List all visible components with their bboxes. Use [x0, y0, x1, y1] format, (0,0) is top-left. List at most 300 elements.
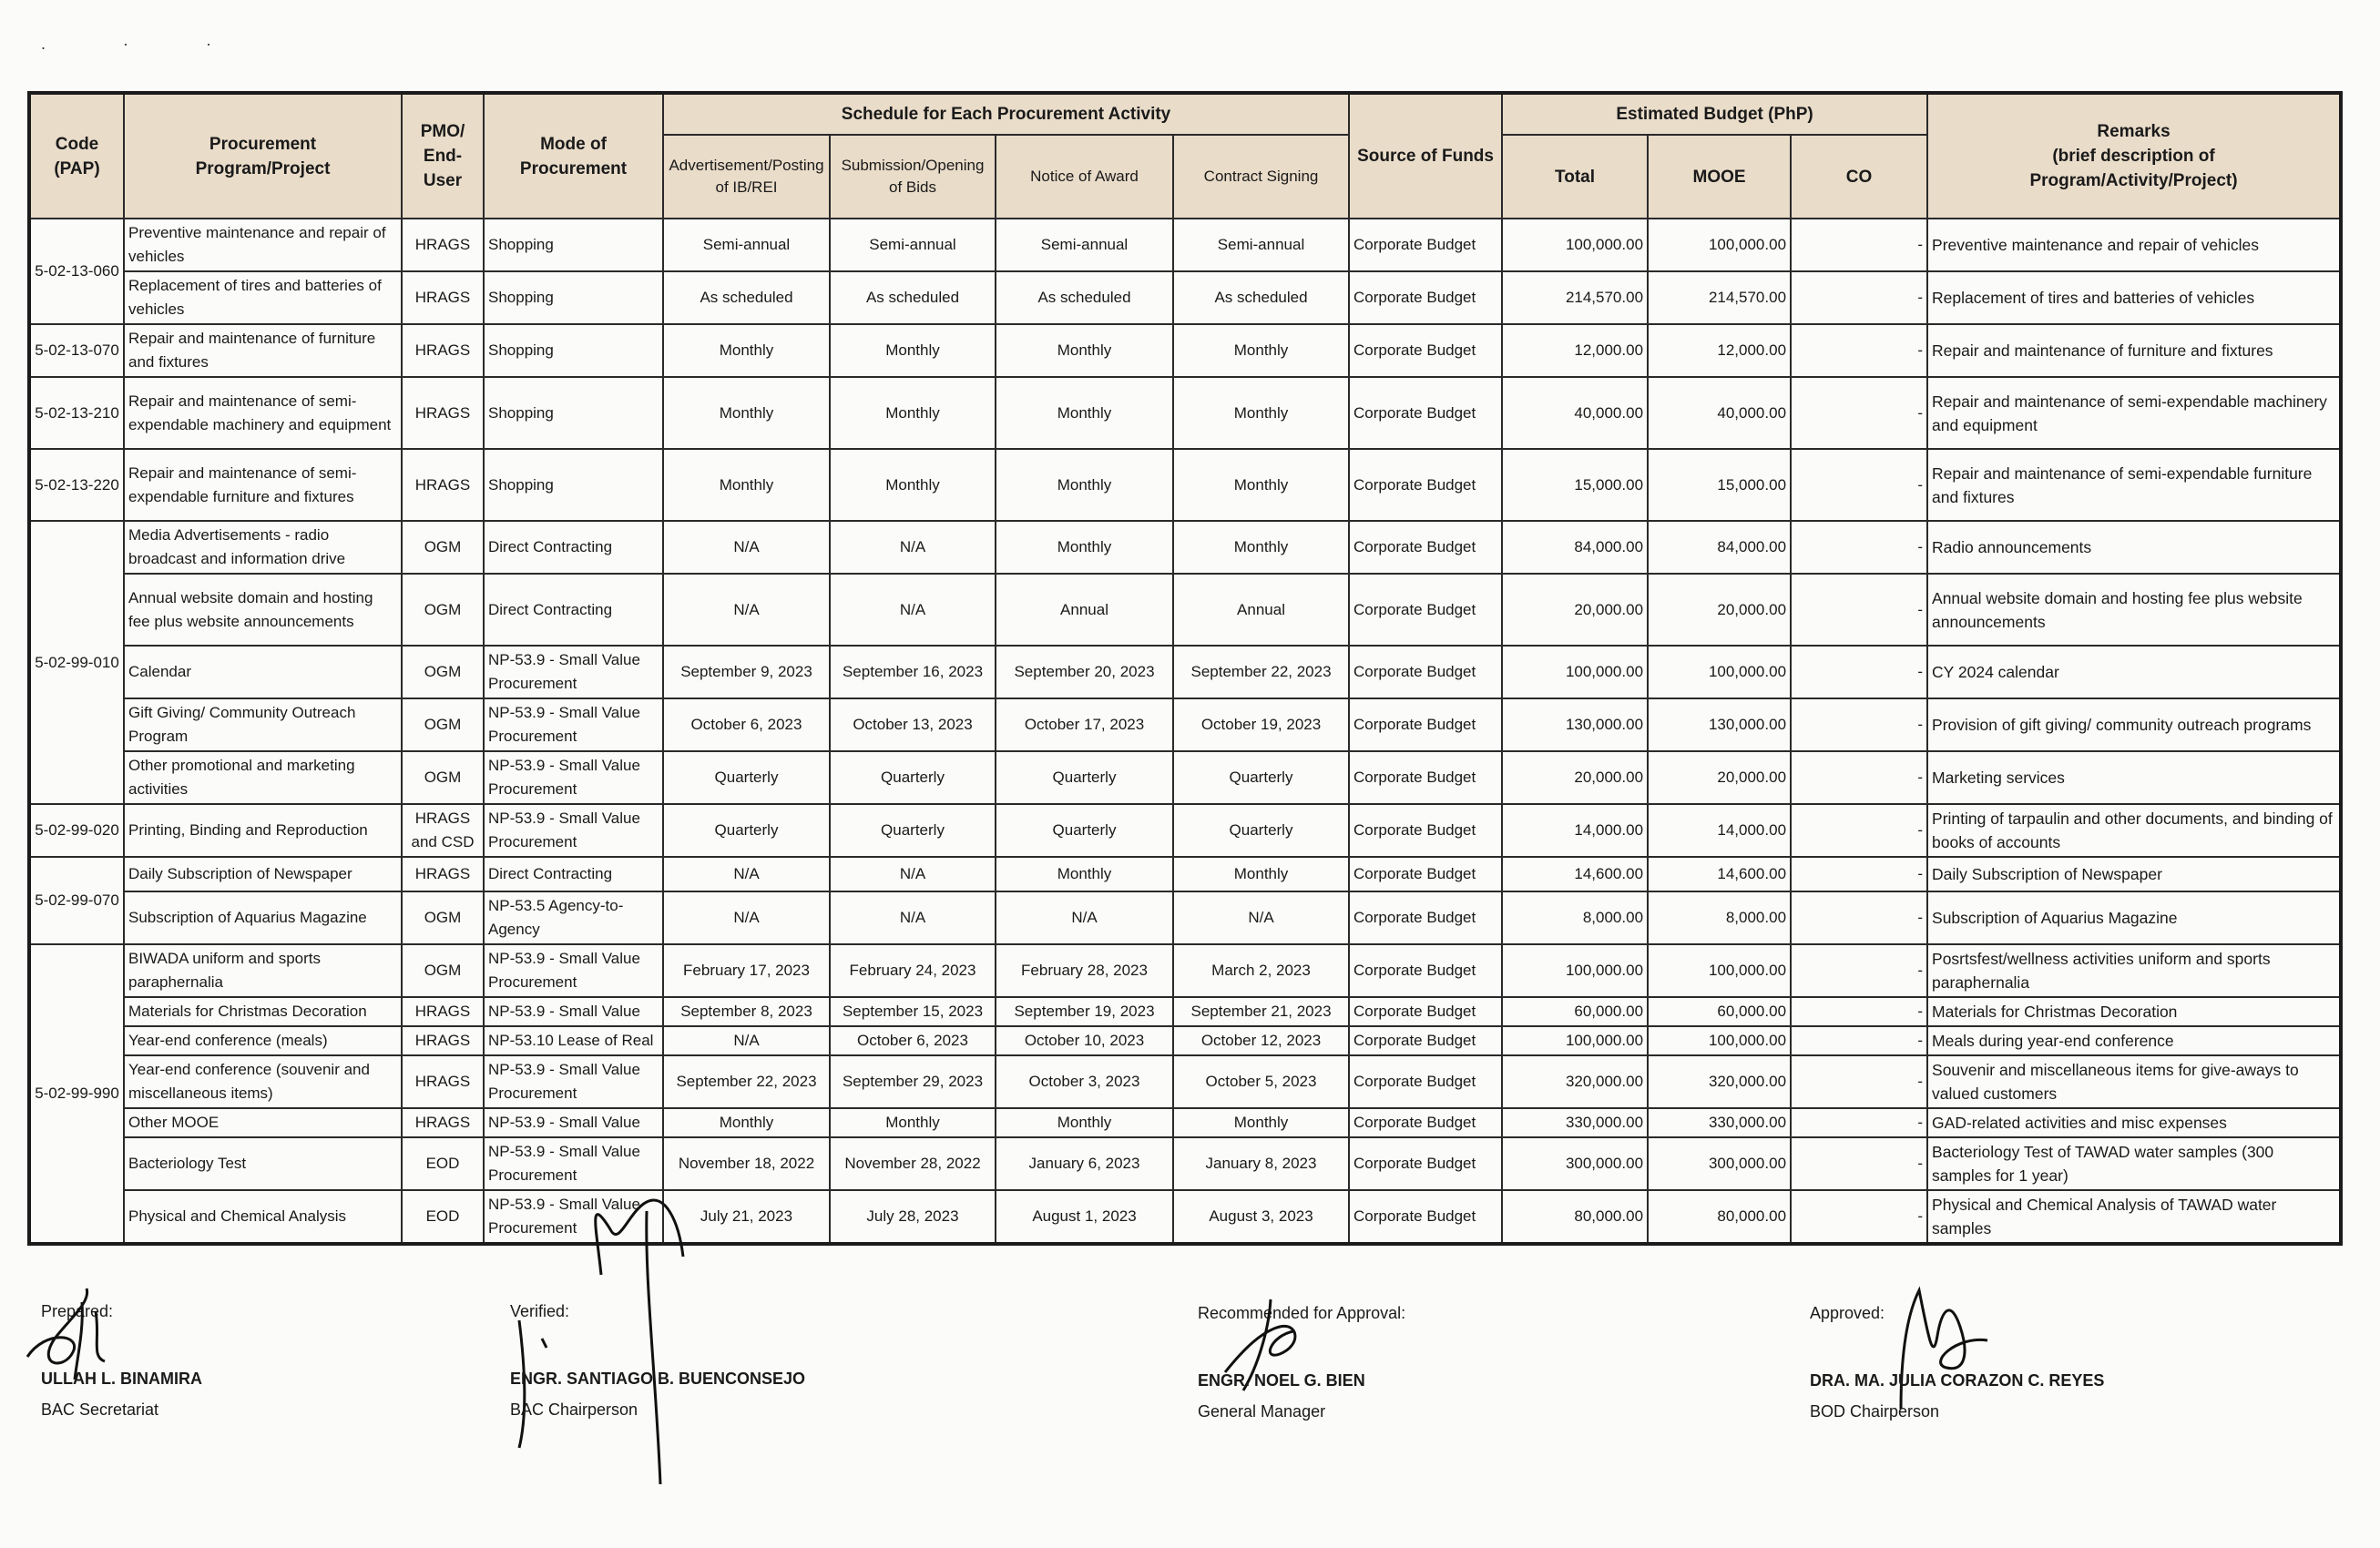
signatory-label: Approved:: [1810, 1304, 1885, 1322]
cell-source-of-funds: Corporate Budget: [1349, 449, 1502, 521]
cell-mooe: 14,000.00: [1648, 804, 1791, 857]
cell-co: -: [1791, 1026, 1927, 1055]
cell-mooe: 100,000.00: [1648, 1026, 1791, 1055]
cell-mode: Shopping: [484, 324, 663, 377]
cell-submission: Quarterly: [830, 804, 996, 857]
cell-source-of-funds: Corporate Budget: [1349, 698, 1502, 751]
cell-notice-of-award: Quarterly: [996, 804, 1173, 857]
cell-source-of-funds: Corporate Budget: [1349, 219, 1502, 271]
cell-pmo: EOD: [402, 1190, 484, 1244]
cell-notice-of-award: Monthly: [996, 857, 1173, 891]
cell-advertisement: October 6, 2023: [663, 698, 830, 751]
cell-contract-signing: January 8, 2023: [1173, 1137, 1349, 1190]
table-row: [29, 521, 2341, 574]
cell-program: Annual website domain and hosting fee plus website announcements: [124, 574, 402, 646]
cell-pmo: HRAGS: [402, 377, 484, 449]
cell-submission: October 13, 2023: [830, 698, 996, 751]
cell-submission: Quarterly: [830, 751, 996, 804]
cell-remarks: Repair and maintenance of semi-expendable machinery and equipment: [1927, 377, 2341, 449]
table-body: [29, 219, 2341, 1244]
cell-mode: Shopping: [484, 271, 663, 324]
cell-source-of-funds: Corporate Budget: [1349, 574, 1502, 646]
cell-program: Printing, Binding and Reproduction: [124, 804, 402, 857]
signatory-label: Prepared:: [41, 1302, 114, 1320]
cell-advertisement: As scheduled: [663, 271, 830, 324]
cell-submission: September 29, 2023: [830, 1055, 996, 1108]
cell-program: Preventive maintenance and repair of vehicles: [124, 219, 402, 271]
table-row: [29, 1137, 2341, 1190]
cell-program: Other promotional and marketing activities: [124, 751, 402, 804]
cell-pmo: HRAGS: [402, 324, 484, 377]
cell-co: -: [1791, 698, 1927, 751]
cell-contract-signing: September 21, 2023: [1173, 997, 1349, 1026]
cell-contract-signing: Monthly: [1173, 521, 1349, 574]
cell-total: 300,000.00: [1502, 1137, 1648, 1190]
signatory-role: General Manager: [1198, 1402, 1326, 1421]
cell-source-of-funds: Corporate Budget: [1349, 1055, 1502, 1108]
table-row: [29, 804, 2341, 857]
cell-submission: October 6, 2023: [830, 1026, 996, 1055]
cell-pmo: HRAGS: [402, 1055, 484, 1108]
cell-code: 5-02-13-220: [29, 449, 124, 521]
col-header-schedule-group: Schedule for Each Procurement Activity: [663, 93, 1349, 135]
cell-total: 214,570.00: [1502, 271, 1648, 324]
cell-mode: NP-53.9 - Small Value: [484, 1108, 663, 1137]
cell-mooe: 320,000.00: [1648, 1055, 1791, 1108]
cell-contract-signing: October 12, 2023: [1173, 1026, 1349, 1055]
cell-pmo: HRAGS: [402, 271, 484, 324]
table-row: [29, 324, 2341, 377]
cell-advertisement: N/A: [663, 1026, 830, 1055]
cell-co: -: [1791, 891, 1927, 944]
cell-program: Repair and maintenance of semi-expendable machinery and equipment: [124, 377, 402, 449]
cell-remarks: Annual website domain and hosting fee plus website announcements: [1927, 574, 2341, 646]
cell-submission: November 28, 2022: [830, 1137, 996, 1190]
table-row: [29, 1190, 2341, 1244]
cell-mode: Direct Contracting: [484, 857, 663, 891]
cell-total: 100,000.00: [1502, 1026, 1648, 1055]
col-header-adv: Advertisement/Posting of IB/REI: [663, 135, 830, 219]
cell-co: -: [1791, 219, 1927, 271]
cell-source-of-funds: Corporate Budget: [1349, 1108, 1502, 1137]
cell-pmo: OGM: [402, 521, 484, 574]
scan-marks: . · ·: [41, 35, 248, 53]
table-row: [29, 449, 2341, 521]
cell-submission: N/A: [830, 574, 996, 646]
col-header-mode: Mode of Procurement: [484, 93, 663, 219]
cell-co: -: [1791, 646, 1927, 698]
cell-advertisement: Quarterly: [663, 804, 830, 857]
col-header-program: Procurement Program/Project: [124, 93, 402, 219]
cell-co: -: [1791, 574, 1927, 646]
cell-program: Materials for Christmas Decoration: [124, 997, 402, 1026]
cell-remarks: Marketing services: [1927, 751, 2341, 804]
cell-co: -: [1791, 804, 1927, 857]
col-header-remarks: Remarks (brief description of Program/Activity/Project): [1927, 93, 2341, 219]
col-header-sub: Submission/Opening of Bids: [830, 135, 996, 219]
cell-contract-signing: Monthly: [1173, 1108, 1349, 1137]
table-row: [29, 219, 2341, 271]
signature-mark: [1883, 1281, 2001, 1418]
cell-source-of-funds: Corporate Budget: [1349, 1026, 1502, 1055]
cell-remarks: Printing of tarpaulin and other documents, and binding of books of accounts: [1927, 804, 2341, 857]
signature-mark: [510, 1175, 710, 1493]
cell-total: 60,000.00: [1502, 997, 1648, 1026]
cell-submission: N/A: [830, 857, 996, 891]
cell-advertisement: N/A: [663, 857, 830, 891]
cell-remarks: Subscription of Aquarius Magazine: [1927, 891, 2341, 944]
cell-mode: Shopping: [484, 449, 663, 521]
cell-total: 100,000.00: [1502, 219, 1648, 271]
cell-mode: Shopping: [484, 377, 663, 449]
table-row: [29, 1108, 2341, 1137]
cell-total: 20,000.00: [1502, 574, 1648, 646]
cell-total: 100,000.00: [1502, 646, 1648, 698]
cell-remarks: Souvenir and miscellaneous items for give-aways to valued customers: [1927, 1055, 2341, 1108]
cell-advertisement: N/A: [663, 574, 830, 646]
cell-contract-signing: As scheduled: [1173, 271, 1349, 324]
cell-notice-of-award: September 20, 2023: [996, 646, 1173, 698]
cell-remarks: Provision of gift giving/ community outreach programs: [1927, 698, 2341, 751]
cell-contract-signing: Monthly: [1173, 324, 1349, 377]
cell-notice-of-award: Monthly: [996, 1108, 1173, 1137]
cell-notice-of-award: As scheduled: [996, 271, 1173, 324]
cell-mooe: 100,000.00: [1648, 219, 1791, 271]
cell-advertisement: Monthly: [663, 1108, 830, 1137]
cell-total: 320,000.00: [1502, 1055, 1648, 1108]
cell-code: 5-02-13-210: [29, 377, 124, 449]
cell-advertisement: November 18, 2022: [663, 1137, 830, 1190]
cell-pmo: HRAGS: [402, 857, 484, 891]
cell-contract-signing: Annual: [1173, 574, 1349, 646]
cell-remarks: Daily Subscription of Newspaper: [1927, 857, 2341, 891]
table-row: [29, 271, 2341, 324]
cell-mode: Shopping: [484, 219, 663, 271]
cell-mooe: 8,000.00: [1648, 891, 1791, 944]
cell-notice-of-award: Monthly: [996, 449, 1173, 521]
cell-contract-signing: March 2, 2023: [1173, 944, 1349, 997]
cell-total: 12,000.00: [1502, 324, 1648, 377]
cell-pmo: HRAGS: [402, 997, 484, 1026]
cell-mooe: 330,000.00: [1648, 1108, 1791, 1137]
cell-contract-signing: N/A: [1173, 891, 1349, 944]
cell-notice-of-award: N/A: [996, 891, 1173, 944]
procurement-plan-table: [27, 91, 2343, 1246]
cell-source-of-funds: Corporate Budget: [1349, 751, 1502, 804]
cell-pmo: OGM: [402, 944, 484, 997]
cell-remarks: Replacement of tires and batteries of vehicles: [1927, 271, 2341, 324]
col-header-total: Total: [1502, 135, 1648, 219]
cell-code: 5-02-99-070: [29, 857, 124, 944]
cell-contract-signing: August 3, 2023: [1173, 1190, 1349, 1244]
cell-source-of-funds: Corporate Budget: [1349, 997, 1502, 1026]
table-row: [29, 377, 2341, 449]
cell-remarks: Materials for Christmas Decoration: [1927, 997, 2341, 1026]
cell-mode: NP-53.9 - Small Value Procurement: [484, 751, 663, 804]
cell-total: 330,000.00: [1502, 1108, 1648, 1137]
cell-advertisement: Monthly: [663, 324, 830, 377]
cell-advertisement: N/A: [663, 521, 830, 574]
cell-mooe: 15,000.00: [1648, 449, 1791, 521]
cell-contract-signing: Monthly: [1173, 449, 1349, 521]
cell-mode: NP-53.10 Lease of Real: [484, 1026, 663, 1055]
signatory-name: ULLAH L. BINAMIRA: [41, 1370, 202, 1388]
header-row-top: [29, 93, 2341, 135]
cell-mooe: 214,570.00: [1648, 271, 1791, 324]
cell-pmo: HRAGS: [402, 1108, 484, 1137]
cell-pmo: OGM: [402, 574, 484, 646]
cell-mode: Direct Contracting: [484, 574, 663, 646]
cell-contract-signing: Semi-annual: [1173, 219, 1349, 271]
col-header-co: CO: [1791, 135, 1927, 219]
cell-mooe: 80,000.00: [1648, 1190, 1791, 1244]
cell-mode: NP-53.9 - Small Value Procurement: [484, 1190, 663, 1244]
cell-advertisement: Monthly: [663, 377, 830, 449]
cell-advertisement: Semi-annual: [663, 219, 830, 271]
cell-mooe: 300,000.00: [1648, 1137, 1791, 1190]
cell-submission: July 28, 2023: [830, 1190, 996, 1244]
cell-total: 130,000.00: [1502, 698, 1648, 751]
cell-co: -: [1791, 997, 1927, 1026]
cell-code: 5-02-99-990: [29, 944, 124, 1244]
cell-co: -: [1791, 1108, 1927, 1137]
cell-co: -: [1791, 377, 1927, 449]
signatory-label: Verified:: [510, 1302, 570, 1320]
cell-remarks: Bacteriology Test of TAWAD water samples (300 samples for 1 year): [1927, 1137, 2341, 1190]
cell-co: -: [1791, 324, 1927, 377]
cell-program: Gift Giving/ Community Outreach Program: [124, 698, 402, 751]
cell-submission: September 16, 2023: [830, 646, 996, 698]
cell-remarks: Radio announcements: [1927, 521, 2341, 574]
cell-notice-of-award: Semi-annual: [996, 219, 1173, 271]
cell-pmo: OGM: [402, 698, 484, 751]
cell-mooe: 84,000.00: [1648, 521, 1791, 574]
cell-total: 15,000.00: [1502, 449, 1648, 521]
col-header-contract: Contract Signing: [1173, 135, 1349, 219]
table-row: [29, 646, 2341, 698]
cell-program: Calendar: [124, 646, 402, 698]
cell-mooe: 14,600.00: [1648, 857, 1791, 891]
cell-total: 14,600.00: [1502, 857, 1648, 891]
cell-advertisement: N/A: [663, 891, 830, 944]
cell-source-of-funds: Corporate Budget: [1349, 271, 1502, 324]
cell-source-of-funds: Corporate Budget: [1349, 857, 1502, 891]
cell-mooe: 12,000.00: [1648, 324, 1791, 377]
cell-notice-of-award: Annual: [996, 574, 1173, 646]
cell-submission: Monthly: [830, 1108, 996, 1137]
cell-advertisement: September 9, 2023: [663, 646, 830, 698]
signatory-name: ENGR. NOEL G. BIEN: [1198, 1371, 1365, 1390]
cell-mooe: 130,000.00: [1648, 698, 1791, 751]
cell-contract-signing: October 19, 2023: [1173, 698, 1349, 751]
cell-mooe: 20,000.00: [1648, 751, 1791, 804]
cell-notice-of-award: October 10, 2023: [996, 1026, 1173, 1055]
cell-advertisement: September 8, 2023: [663, 997, 830, 1026]
signatory-role: BAC Secretariat: [41, 1400, 159, 1419]
signatory-role: BAC Chairperson: [510, 1400, 638, 1419]
cell-co: -: [1791, 751, 1927, 804]
cell-pmo: HRAGS: [402, 449, 484, 521]
cell-pmo: OGM: [402, 891, 484, 944]
cell-mooe: 20,000.00: [1648, 574, 1791, 646]
cell-program: Media Advertisements - radio broadcast and information drive: [124, 521, 402, 574]
cell-source-of-funds: Corporate Budget: [1349, 891, 1502, 944]
cell-mode: NP-53.9 - Small Value Procurement: [484, 944, 663, 997]
cell-co: -: [1791, 857, 1927, 891]
cell-mooe: 100,000.00: [1648, 646, 1791, 698]
col-header-funds: Source of Funds: [1349, 93, 1502, 219]
cell-total: 8,000.00: [1502, 891, 1648, 944]
cell-notice-of-award: Monthly: [996, 377, 1173, 449]
cell-pmo: HRAGS and CSD: [402, 804, 484, 857]
cell-mode: NP-53.5 Agency-to-Agency: [484, 891, 663, 944]
cell-remarks: GAD-related activities and misc expenses: [1927, 1108, 2341, 1137]
cell-notice-of-award: January 6, 2023: [996, 1137, 1173, 1190]
cell-mode: NP-53.9 - Small Value: [484, 997, 663, 1026]
table-row: [29, 997, 2341, 1026]
cell-code: 5-02-13-070: [29, 324, 124, 377]
cell-contract-signing: Monthly: [1173, 857, 1349, 891]
cell-submission: February 24, 2023: [830, 944, 996, 997]
col-header-mooe: MOOE: [1648, 135, 1791, 219]
cell-co: -: [1791, 271, 1927, 324]
signatory-name: ENGR. SANTIAGO B. BUENCONSEJO: [510, 1370, 806, 1388]
cell-remarks: Preventive maintenance and repair of vehicles: [1927, 219, 2341, 271]
cell-remarks: Repair and maintenance of furniture and fixtures: [1927, 324, 2341, 377]
cell-total: 40,000.00: [1502, 377, 1648, 449]
cell-code: 5-02-99-020: [29, 804, 124, 857]
cell-source-of-funds: Corporate Budget: [1349, 1190, 1502, 1244]
cell-remarks: Physical and Chemical Analysis of TAWAD water samples: [1927, 1190, 2341, 1244]
cell-mode: NP-53.9 - Small Value Procurement: [484, 698, 663, 751]
table-row: [29, 857, 2341, 891]
cell-submission: September 15, 2023: [830, 997, 996, 1026]
cell-co: -: [1791, 449, 1927, 521]
cell-remarks: CY 2024 calendar: [1927, 646, 2341, 698]
cell-notice-of-award: October 3, 2023: [996, 1055, 1173, 1108]
cell-advertisement: Quarterly: [663, 751, 830, 804]
cell-source-of-funds: Corporate Budget: [1349, 804, 1502, 857]
table-row: [29, 891, 2341, 944]
cell-submission: As scheduled: [830, 271, 996, 324]
cell-pmo: HRAGS: [402, 1026, 484, 1055]
cell-program: Bacteriology Test: [124, 1137, 402, 1190]
cell-mooe: 40,000.00: [1648, 377, 1791, 449]
cell-program: Subscription of Aquarius Magazine: [124, 891, 402, 944]
cell-contract-signing: October 5, 2023: [1173, 1055, 1349, 1108]
cell-submission: Monthly: [830, 324, 996, 377]
cell-submission: Semi-annual: [830, 219, 996, 271]
cell-program: Year-end conference (souvenir and miscellaneous items): [124, 1055, 402, 1108]
cell-notice-of-award: February 28, 2023: [996, 944, 1173, 997]
cell-source-of-funds: Corporate Budget: [1349, 944, 1502, 997]
cell-source-of-funds: Corporate Budget: [1349, 377, 1502, 449]
cell-program: Repair and maintenance of furniture and fixtures: [124, 324, 402, 377]
cell-submission: N/A: [830, 891, 996, 944]
cell-program: Year-end conference (meals): [124, 1026, 402, 1055]
cell-total: 20,000.00: [1502, 751, 1648, 804]
col-header-pmo: PMO/ End-User: [402, 93, 484, 219]
col-header-code: Code (PAP): [29, 93, 124, 219]
cell-co: -: [1791, 944, 1927, 997]
cell-advertisement: July 21, 2023: [663, 1190, 830, 1244]
cell-advertisement: Monthly: [663, 449, 830, 521]
cell-advertisement: February 17, 2023: [663, 944, 830, 997]
col-header-noa: Notice of Award: [996, 135, 1173, 219]
cell-notice-of-award: September 19, 2023: [996, 997, 1173, 1026]
cell-program: Daily Subscription of Newspaper: [124, 857, 402, 891]
cell-mooe: 100,000.00: [1648, 944, 1791, 997]
table-row: [29, 574, 2341, 646]
cell-co: -: [1791, 1190, 1927, 1244]
cell-contract-signing: Monthly: [1173, 377, 1349, 449]
cell-remarks: Meals during year-end conference: [1927, 1026, 2341, 1055]
cell-submission: Monthly: [830, 377, 996, 449]
cell-program: BIWADA uniform and sports paraphernalia: [124, 944, 402, 997]
cell-pmo: OGM: [402, 751, 484, 804]
cell-mode: NP-53.9 - Small Value Procurement: [484, 1055, 663, 1108]
cell-co: -: [1791, 1055, 1927, 1108]
cell-co: -: [1791, 1137, 1927, 1190]
cell-notice-of-award: August 1, 2023: [996, 1190, 1173, 1244]
table-row: [29, 698, 2341, 751]
cell-source-of-funds: Corporate Budget: [1349, 521, 1502, 574]
table-row: [29, 751, 2341, 804]
cell-total: 14,000.00: [1502, 804, 1648, 857]
cell-contract-signing: Quarterly: [1173, 751, 1349, 804]
cell-advertisement: September 22, 2023: [663, 1055, 830, 1108]
table-row: [29, 1055, 2341, 1108]
cell-pmo: OGM: [402, 646, 484, 698]
signatory-role: BOD Chairperson: [1810, 1402, 1940, 1421]
cell-mooe: 60,000.00: [1648, 997, 1791, 1026]
cell-contract-signing: Quarterly: [1173, 804, 1349, 857]
table-row: [29, 1026, 2341, 1055]
col-header-budget-group: Estimated Budget (PhP): [1502, 93, 1927, 135]
signatory-label: Recommended for Approval:: [1198, 1304, 1406, 1322]
cell-total: 84,000.00: [1502, 521, 1648, 574]
signatory-name: DRA. MA. JULIA CORAZON C. REYES: [1810, 1371, 2105, 1390]
cell-pmo: EOD: [402, 1137, 484, 1190]
cell-mode: NP-53.9 - Small Value Procurement: [484, 804, 663, 857]
cell-source-of-funds: Corporate Budget: [1349, 646, 1502, 698]
cell-notice-of-award: Monthly: [996, 324, 1173, 377]
cell-code: 5-02-13-060: [29, 219, 124, 324]
cell-notice-of-award: Monthly: [996, 521, 1173, 574]
cell-program: Repair and maintenance of semi-expendable furniture and fixtures: [124, 449, 402, 521]
cell-submission: Monthly: [830, 449, 996, 521]
cell-notice-of-award: Quarterly: [996, 751, 1173, 804]
cell-remarks: Repair and maintenance of semi-expendable furniture and fixtures: [1927, 449, 2341, 521]
cell-co: -: [1791, 521, 1927, 574]
cell-mode: NP-53.9 - Small Value Procurement: [484, 646, 663, 698]
cell-code: 5-02-99-010: [29, 521, 124, 804]
cell-contract-signing: September 22, 2023: [1173, 646, 1349, 698]
cell-total: 100,000.00: [1502, 944, 1648, 997]
cell-program: Other MOOE: [124, 1108, 402, 1137]
cell-program: Replacement of tires and batteries of vehicles: [124, 271, 402, 324]
cell-source-of-funds: Corporate Budget: [1349, 1137, 1502, 1190]
cell-submission: N/A: [830, 521, 996, 574]
table-row: [29, 944, 2341, 997]
cell-mode: Direct Contracting: [484, 521, 663, 574]
cell-program: Physical and Chemical Analysis: [124, 1190, 402, 1244]
cell-source-of-funds: Corporate Budget: [1349, 324, 1502, 377]
cell-mode: NP-53.9 - Small Value Procurement: [484, 1137, 663, 1190]
cell-remarks: Posrtsfest/wellness activities uniform and sports paraphernalia: [1927, 944, 2341, 997]
cell-notice-of-award: October 17, 2023: [996, 698, 1173, 751]
cell-total: 80,000.00: [1502, 1190, 1648, 1244]
